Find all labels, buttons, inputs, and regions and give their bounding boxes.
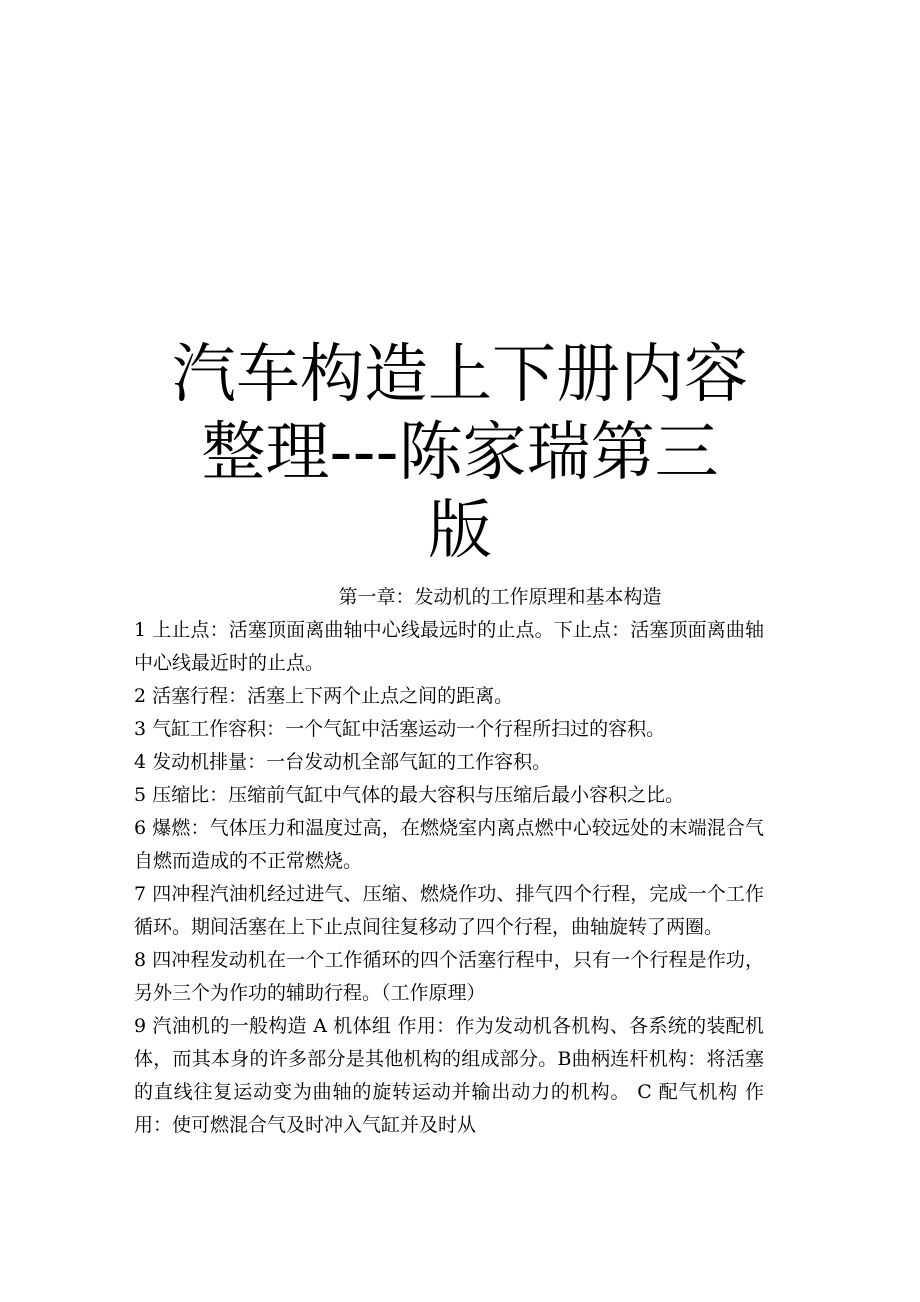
paragraph: 2 活塞行程：活塞上下两个止点之间的距离。 — [134, 685, 514, 707]
paragraph: 5 压缩比：压缩前气缸中气体的最大容积与压缩后最小容积之比。 — [134, 784, 685, 806]
paragraph: 8 四冲程发动机在一个工作循环的四个活塞行程中，只有一个行程是作功，另外三个为作功的辅助行程。（工作原理） — [134, 949, 764, 1004]
paragraph: 1 上止点：活塞顶面离曲轴中心线最远时的止点。下止点：活塞顶面离曲轴中心线最近时的止点。 — [134, 619, 764, 674]
paragraph: 9 汽油机的一般构造 A 机体组 作用：作为发动机各机构、各系统的装配机体，而其本身的许多部分是其他机构的组成部分。B曲柄连杆机构：将活塞的直线往复运动变为曲轴的旋转运动并输出动力的机构。 C 配气机构 作用：使可燃混合气及时冲入气缸并及时从 — [134, 1015, 764, 1136]
document-body — [134, 614, 764, 1142]
paragraph: 3 气缸工作容积：一个气缸中活塞运动一个行程所扫过的容积。 — [134, 718, 666, 740]
paragraph: 7 四冲程汽油机经过进气、压缩、燃烧作功、排气四个行程，完成一个工作循环。期间活塞在上下止点间往复移动了四个行程，曲轴旋转了两圈。 — [134, 883, 764, 938]
document-title — [140, 336, 780, 570]
title-line: 汽车构造上下册内容 — [172, 338, 748, 412]
paragraph: 4 发动机排量：一台发动机全部气缸的工作容积。 — [134, 751, 552, 773]
title-line: 版 — [428, 494, 492, 568]
chapter-heading: 第一章：发动机的工作原理和基本构造 — [338, 586, 662, 608]
title-line: 整理---陈家瑞第三 — [201, 416, 719, 490]
paragraph: 6 爆燃：气体压力和温度过高，在燃烧室内离点燃中心较远处的末端混合气自燃而造成的不正常燃烧。 — [134, 817, 764, 872]
